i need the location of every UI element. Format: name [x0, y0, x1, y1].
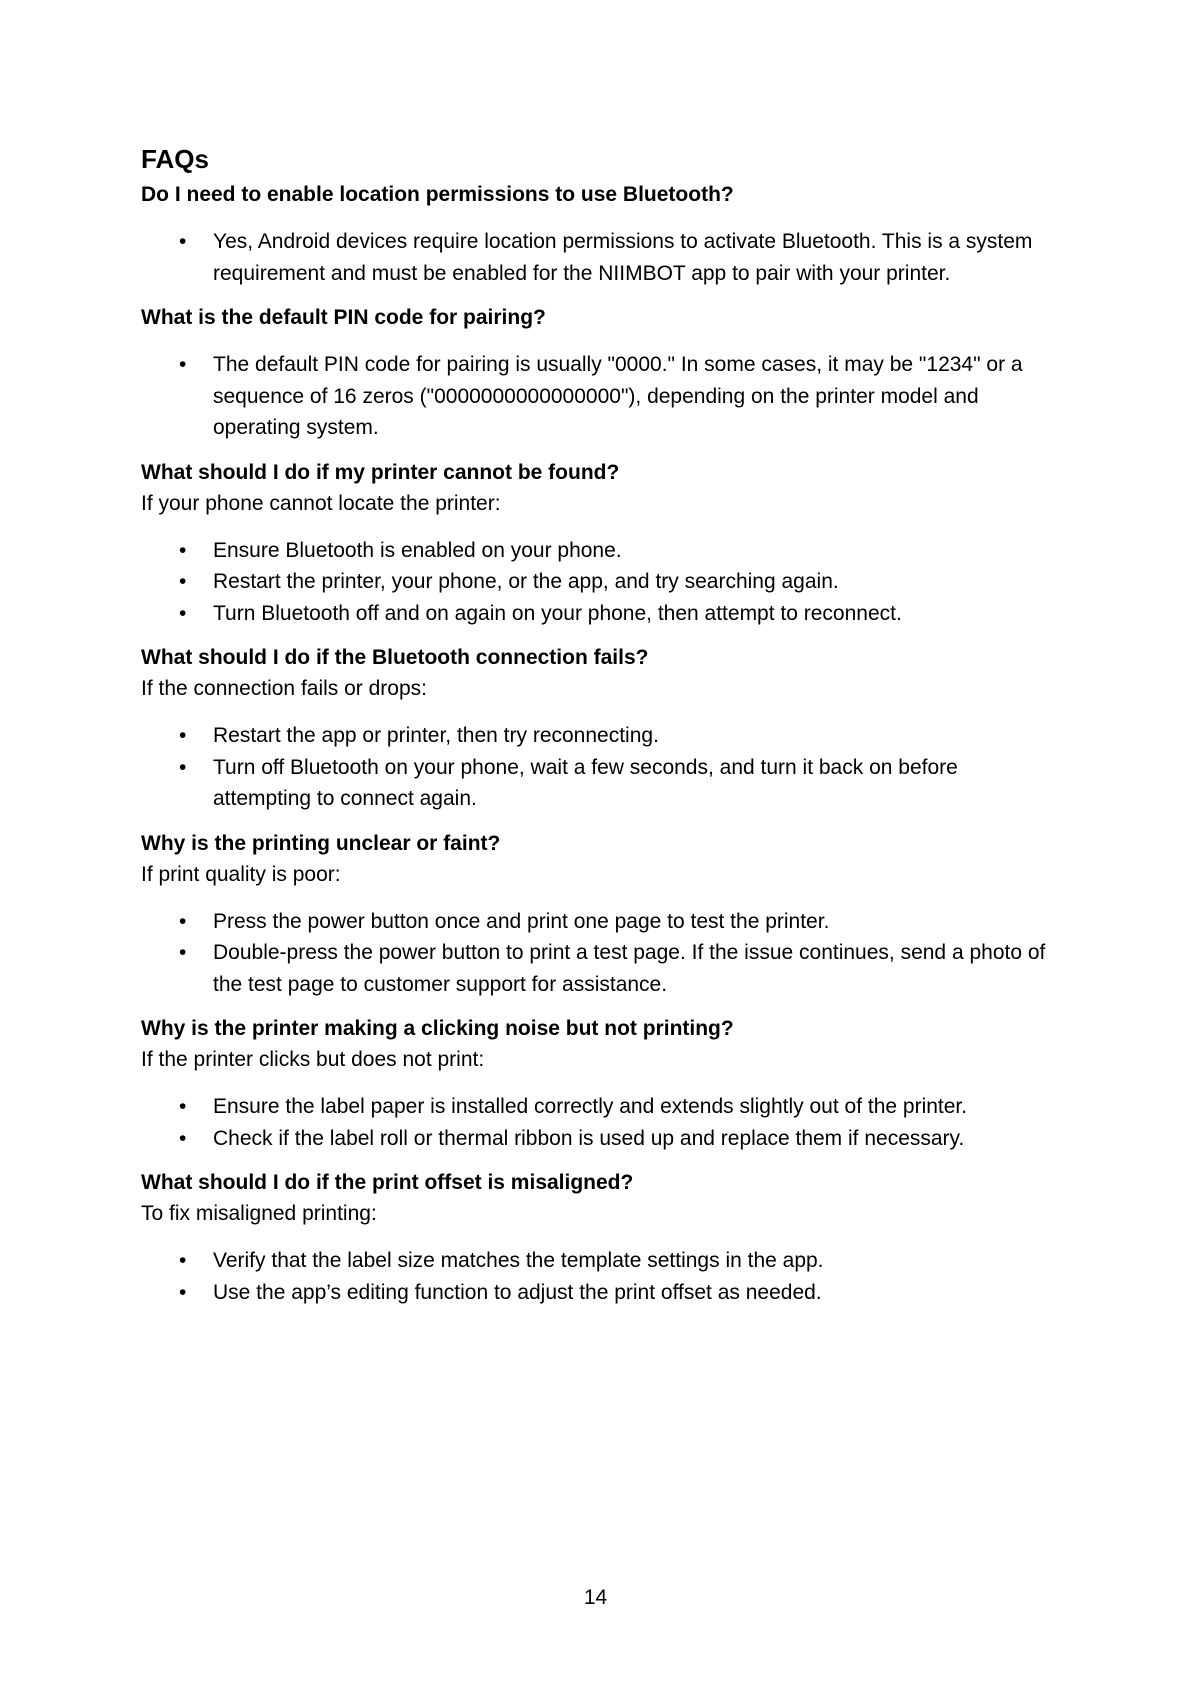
answer-list-item	[141, 598, 1061, 630]
bullet-icon: •	[179, 1280, 187, 1304]
faq-item	[141, 180, 1061, 289]
answer-list-item	[141, 1277, 1061, 1309]
bullet-icon: •	[179, 1095, 187, 1118]
answer-text: Turn off Bluetooth on your phone, wait a few seconds, and turn it back on before attempting to connect again.	[213, 755, 958, 810]
answer-text: Double-press the power button to print a test page. If the issue continues, send a photo of the test page to customer support for assistance.	[213, 941, 1046, 996]
answer-list	[141, 349, 1061, 444]
bullet-icon: •	[179, 538, 187, 562]
answer-list-item	[141, 1245, 1061, 1277]
answer-text: Verify that the label size matches the template settings in the app.	[213, 1249, 824, 1272]
bullet-icon: •	[179, 601, 187, 625]
answer-list-item	[141, 720, 1061, 752]
faq-question: Why is the printer making a clicking noise but not printing?	[141, 1017, 734, 1040]
answer-list	[141, 535, 1061, 630]
answer-text: Restart the app or printer, then try reconnecting.	[213, 724, 659, 747]
answer-list-item	[141, 1091, 1061, 1123]
answer-list-item	[141, 535, 1061, 567]
faq-item	[141, 303, 1061, 444]
bullet-icon: •	[179, 755, 187, 779]
faq-item	[141, 458, 1061, 630]
bullet-icon: •	[179, 724, 187, 747]
faq-item	[141, 643, 1061, 815]
faq-intro: If the connection fails or drops:	[141, 677, 427, 700]
faq-intro: If print quality is poor:	[141, 862, 341, 886]
answer-text: Ensure Bluetooth is enabled on your phone.	[213, 538, 622, 562]
faq-question: What should I do if my printer cannot be found?	[141, 460, 620, 484]
faq-list	[141, 180, 1061, 1308]
answer-list	[141, 1245, 1061, 1308]
answer-list-item	[141, 1123, 1061, 1155]
faq-intro: If the printer clicks but does not print:	[141, 1048, 485, 1071]
answer-list-item	[141, 566, 1061, 598]
bullet-icon: •	[179, 230, 187, 253]
answer-text: Use the app’s editing function to adjust the print offset as needed.	[213, 1280, 822, 1304]
answer-list-item	[141, 349, 1061, 444]
answer-text: Restart the printer, your phone, or the app, and try searching again.	[213, 570, 839, 593]
bullet-icon: •	[179, 1249, 187, 1272]
faq-question: Do I need to enable location permissions to use Bluetooth?	[141, 183, 734, 206]
bullet-icon: •	[179, 353, 187, 376]
answer-text: The default PIN code for pairing is usually "0000." In some cases, it may be "1234" or a sequence of 16 zeros ("0000000000000000"), depending on the printer model and operating system.	[213, 353, 1023, 439]
answer-text: Ensure the label paper is installed correctly and extends slightly out of the printer.	[213, 1095, 968, 1118]
bullet-icon: •	[179, 941, 187, 964]
page-title: FAQs	[141, 144, 209, 174]
answer-list	[141, 720, 1061, 815]
answer-list-item	[141, 226, 1061, 289]
bullet-icon: •	[179, 570, 187, 593]
faq-question: What should I do if the print offset is misaligned?	[141, 1171, 634, 1194]
bullet-icon: •	[179, 1126, 187, 1150]
answer-list	[141, 1091, 1061, 1154]
answer-list	[141, 226, 1061, 289]
faq-question: What is the default PIN code for pairing?	[141, 306, 546, 329]
answer-list-item	[141, 906, 1061, 938]
answer-list-item	[141, 752, 1061, 815]
faq-item	[141, 829, 1061, 1001]
faq-item	[141, 1168, 1061, 1308]
answer-text: Check if the label roll or thermal ribbon is used up and replace them if necessary.	[213, 1126, 965, 1150]
faq-intro: To fix misaligned printing:	[141, 1202, 377, 1225]
answer-list-item	[141, 937, 1061, 1000]
faq-intro: If your phone cannot locate the printer:	[141, 491, 501, 515]
answer-text: Turn Bluetooth off and on again on your phone, then attempt to reconnect.	[213, 601, 902, 625]
page-number: 14	[583, 1586, 608, 1609]
document-page	[141, 142, 1061, 1322]
answer-list	[141, 906, 1061, 1001]
bullet-icon: •	[179, 909, 187, 933]
faq-item	[141, 1014, 1061, 1154]
answer-text: Yes, Android devices require location permissions to activate Bluetooth. This is a system requirement and must be enabled for the NIIMBOT app to pair with your printer.	[213, 230, 1033, 285]
faq-question: What should I do if the Bluetooth connection fails?	[141, 646, 649, 669]
faq-question: Why is the printing unclear or faint?	[141, 831, 501, 855]
answer-text: Press the power button once and print one page to test the printer.	[213, 909, 830, 933]
